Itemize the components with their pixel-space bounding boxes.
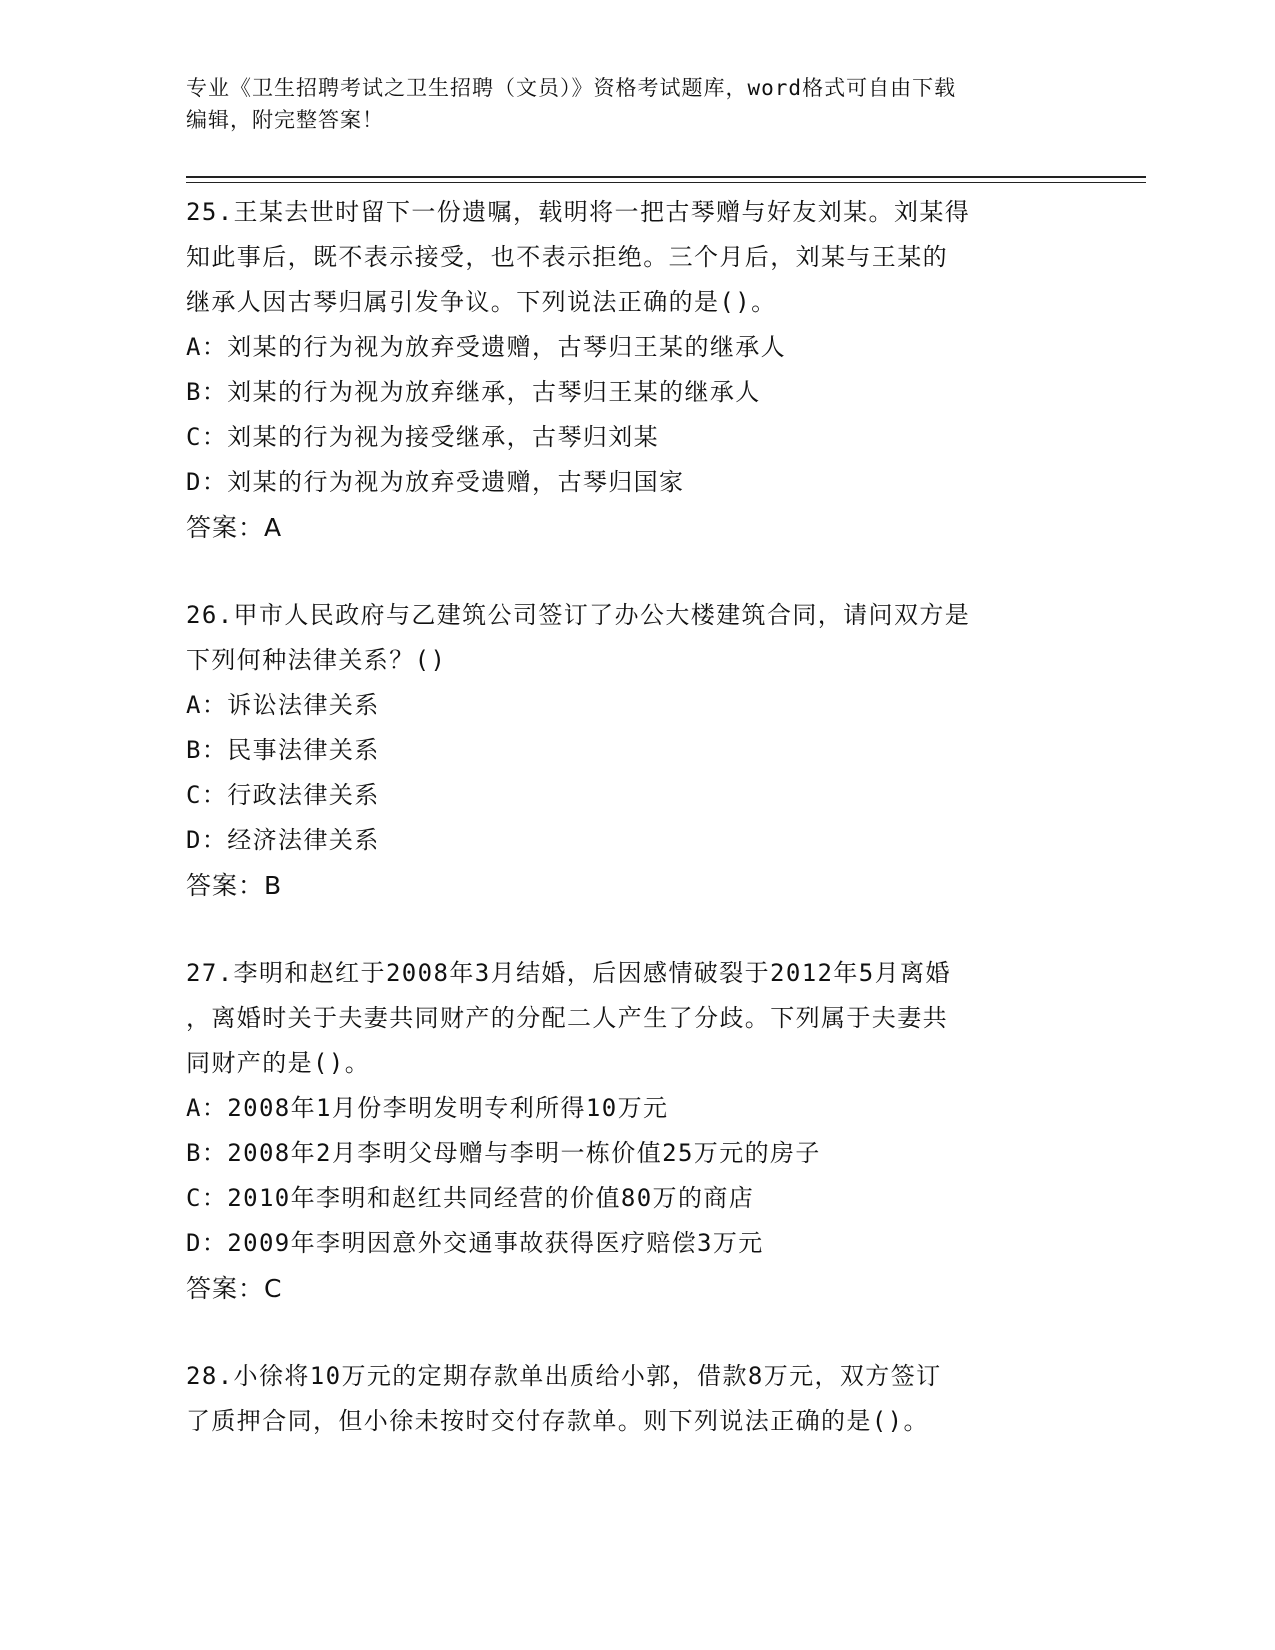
- question-stem-line: ，离婚时关于夫妻共同财产的分配二人产生了分歧。下列属于夫妻共: [186, 1004, 948, 1032]
- document-header: [186, 72, 1066, 136]
- option-d: D：2009年李明因意外交通事故获得医疗赔偿3万元: [186, 1229, 764, 1257]
- question-stem-line: 27.李明和赵红于2008年3月结婚，后因感情破裂于2012年5月离婚: [186, 959, 951, 987]
- question-stem-line: 知此事后，既不表示接受，也不表示拒绝。三个月后，刘某与王某的: [186, 243, 948, 271]
- question-25: [186, 190, 1086, 550]
- question-27: [186, 951, 1086, 1311]
- option-b: B：2008年2月李明父母赠与李明一栋价值25万元的房子: [186, 1139, 821, 1167]
- question-list: [186, 190, 1086, 1487]
- header-line-2: 编辑，附完整答案！: [186, 108, 384, 132]
- option-b: B：刘某的行为视为放弃继承，古琴归王某的继承人: [186, 378, 761, 406]
- answer-line: 答案：C: [186, 1274, 283, 1303]
- option-a: A：2008年1月份李明发明专利所得10万元: [186, 1094, 669, 1122]
- question-stem-line: 同财产的是()。: [186, 1049, 371, 1077]
- answer-line: 答案：B: [186, 871, 283, 900]
- question-stem-line: 下列何种法律关系？(): [186, 646, 447, 674]
- option-a: A：刘某的行为视为放弃受遗赠，古琴归王某的继承人: [186, 333, 787, 361]
- option-c: C：2010年李明和赵红共同经营的价值80万的商店: [186, 1184, 755, 1212]
- question-stem-line: 25.王某去世时留下一份遗嘱，载明将一把古琴赠与好友刘某。刘某得: [186, 198, 971, 226]
- option-a: A：诉讼法律关系: [186, 691, 380, 719]
- header-line-1: 专业《卫生招聘考试之卫生招聘（文员）》资格考试题库，word格式可自由下载: [186, 76, 957, 100]
- question-stem-line: 26.甲市人民政府与乙建筑公司签订了办公大楼建筑合同，请问双方是: [186, 601, 971, 629]
- question-stem-line: 了质押合同，但小徐未按时交付存款单。则下列说法正确的是()。: [186, 1407, 929, 1435]
- option-d: D：经济法律关系: [186, 826, 380, 854]
- option-c: C：行政法律关系: [186, 781, 380, 809]
- option-c: C：刘某的行为视为接受继承，古琴归刘某: [186, 423, 660, 451]
- question-stem-line: 28.小徐将10万元的定期存款单出质给小郭，借款8万元，双方签订: [186, 1362, 942, 1390]
- option-d: D：刘某的行为视为放弃受遗赠，古琴归国家: [186, 468, 685, 496]
- answer-line: 答案：A: [186, 513, 283, 542]
- question-28: [186, 1354, 1086, 1444]
- option-b: B：民事法律关系: [186, 736, 380, 764]
- question-stem-line: 继承人因古琴归属引发争议。下列说法正确的是()。: [186, 288, 777, 316]
- header-rule-thin: [186, 182, 1146, 183]
- header-rule-thick: [186, 176, 1146, 178]
- question-26: [186, 593, 1086, 908]
